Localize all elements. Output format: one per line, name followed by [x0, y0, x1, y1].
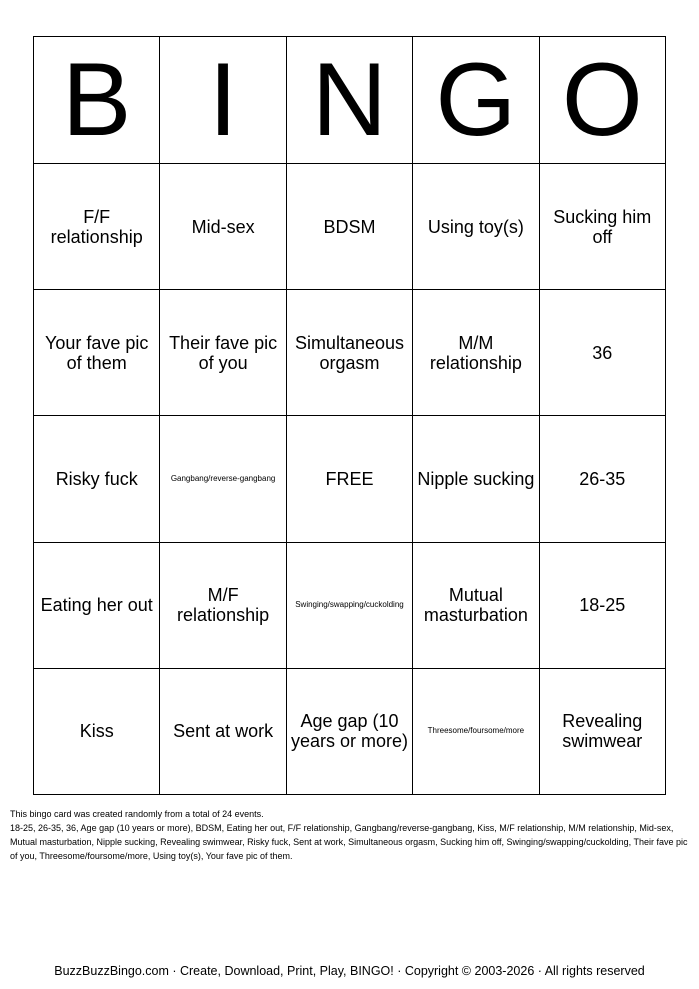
bingo-row-3 [34, 416, 666, 542]
bingo-cell: Risky fuck [34, 416, 160, 542]
header-letter-i: I [160, 37, 286, 164]
bingo-card [33, 36, 666, 795]
bingo-cell: Revealing swimwear [539, 668, 665, 794]
bingo-cell: Using toy(s) [413, 164, 539, 290]
bingo-cell: M/F relationship [160, 542, 286, 668]
bingo-cell: Kiss [34, 668, 160, 794]
bingo-cell: Threesome/foursome/more [413, 668, 539, 794]
bingo-header-row [34, 37, 666, 164]
free-space-cell: FREE [286, 416, 412, 542]
bingo-cell: Eating her out [34, 542, 160, 668]
bingo-row-5 [34, 668, 666, 794]
bingo-cell: Swinging/swapping/cuckolding [286, 542, 412, 668]
header-letter-o: O [539, 37, 665, 164]
bingo-row-1 [34, 164, 666, 290]
bingo-cell: Gangbang/reverse-gangbang [160, 416, 286, 542]
bingo-cell: Mutual masturbation [413, 542, 539, 668]
bingo-cell: Age gap (10 years or more) [286, 668, 412, 794]
bingo-cell: BDSM [286, 164, 412, 290]
bingo-cell: 26-35 [539, 416, 665, 542]
bingo-cell: Their fave pic of you [160, 290, 286, 416]
notes-event-list: 18-25, 26-35, 36, Age gap (10 years or more), BDSM, Eating her out, F/F relationship, Gangbang/reverse-gangbang, Kiss, M/F relationship, M/M relationship, Mid-sex, Mutual masturbation, Nipple sucking, Revealing swimwear, Risky fuck, Sent at work, Simultaneous orgasm, Sucking him off, Swinging/swapping/cuckolding, Their fave pic of you, Threesome/foursome/more, Using toy(s), Your fave pic of them. [10, 823, 688, 861]
bingo-cell: 18-25 [539, 542, 665, 668]
bingo-cell: M/M relationship [413, 290, 539, 416]
bingo-cell: F/F relationship [34, 164, 160, 290]
bingo-cell: Mid-sex [160, 164, 286, 290]
header-letter-b: B [34, 37, 160, 164]
bingo-cell: 36 [539, 290, 665, 416]
bingo-cell: Sucking him off [539, 164, 665, 290]
header-letter-n: N [286, 37, 412, 164]
bingo-cell: Nipple sucking [413, 416, 539, 542]
bingo-row-4 [34, 542, 666, 668]
page-footer: BuzzBuzzBingo.com · Create, Download, Print, Play, BINGO! · Copyright © 2003-2026 · All rights reserved [54, 964, 645, 978]
bingo-cell: Sent at work [160, 668, 286, 794]
bingo-cell: Simultaneous orgasm [286, 290, 412, 416]
card-notes [10, 807, 690, 863]
notes-intro: This bingo card was created randomly from a total of 24 events. [10, 809, 264, 819]
bingo-row-2 [34, 290, 666, 416]
header-letter-g: G [413, 37, 539, 164]
bingo-cell: Your fave pic of them [34, 290, 160, 416]
